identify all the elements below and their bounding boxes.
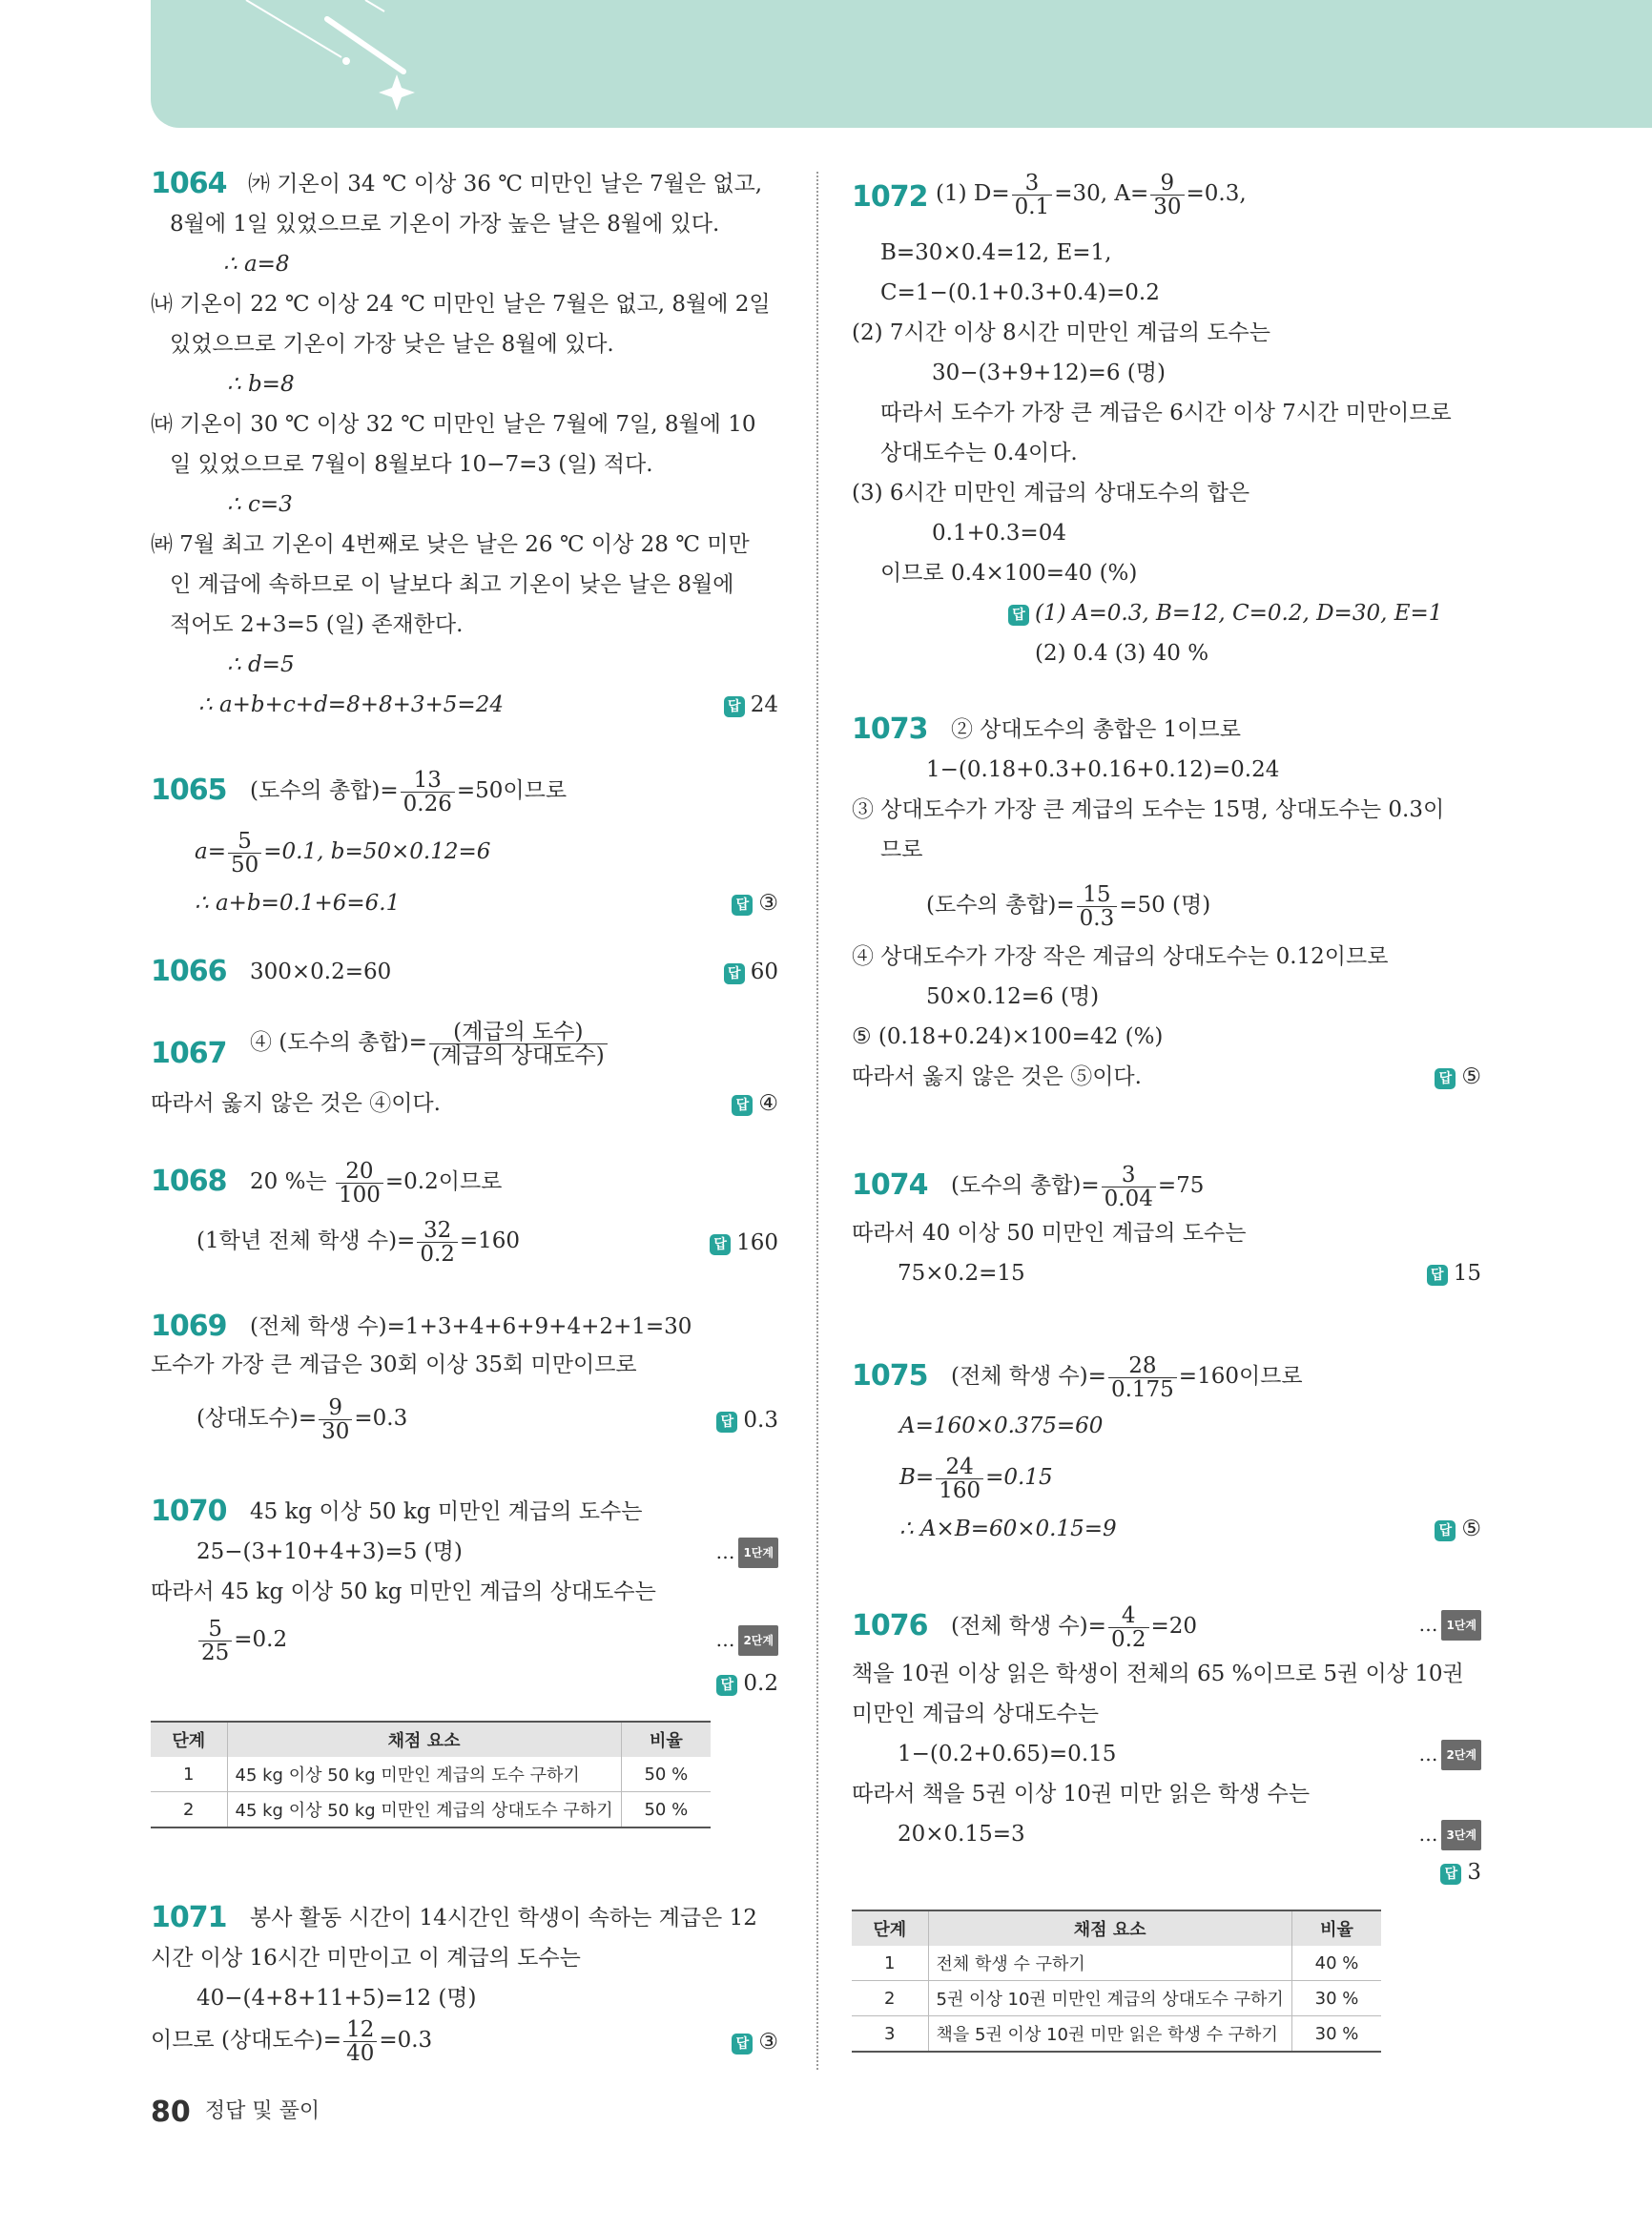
answer-badge-icon: 답 bbox=[724, 696, 745, 717]
solution-line: 25−(3+10+4+3)=5 (명) bbox=[196, 1539, 463, 1564]
solution-line: 시간 이상 16시간 미만이고 이 계급의 도수는 bbox=[151, 1946, 581, 1971]
solution-line: 따라서 도수가 가장 큰 계급은 6시간 이상 7시간 미만이므로 bbox=[880, 401, 1452, 425]
numerator: 12 bbox=[343, 2018, 377, 2042]
denominator: 50 bbox=[230, 852, 259, 878]
numerator: 20 bbox=[336, 1160, 383, 1184]
solution-line: ㈑ 7월 최고 기온이 4번째로 낮은 날은 26 ℃ 이상 28 ℃ 미만 bbox=[151, 532, 750, 557]
solution-line: 30−(3+9+12)=6 (명) bbox=[932, 361, 1166, 385]
solution-line: 따라서 옳지 않은 것은 ④이다. bbox=[151, 1091, 441, 1116]
solution-line: ② 상대도수의 총합은 1이므로 bbox=[951, 717, 1241, 742]
denominator: 30 bbox=[1153, 194, 1182, 219]
solution-line: 50×0.12=6 (명) bbox=[926, 984, 1100, 1009]
answer-badge-icon: 답 bbox=[732, 1095, 753, 1116]
solution-line: 300×0.2=60 bbox=[250, 960, 392, 984]
solution-line bbox=[250, 1158, 502, 1207]
answer bbox=[732, 1089, 778, 1118]
numerator: 5 bbox=[228, 830, 261, 854]
answer-value: 160 bbox=[736, 1230, 778, 1255]
problem-number: 1070 bbox=[151, 1495, 227, 1528]
solution-line: 미만인 계급의 상대도수는 bbox=[852, 1702, 1100, 1726]
text: =20 bbox=[1150, 1614, 1198, 1639]
numerator: 9 bbox=[1150, 172, 1184, 196]
dots: … bbox=[715, 1628, 735, 1651]
answer bbox=[1435, 1515, 1481, 1543]
problem-number: 1069 bbox=[151, 1310, 227, 1343]
answer-badge-icon: 답 bbox=[1435, 1520, 1456, 1541]
answer bbox=[732, 2028, 778, 2056]
denominator: 40 bbox=[346, 2040, 375, 2066]
solution-line: 일 있었으므로 7월이 8월보다 10−7=3 (일) 적다. bbox=[170, 452, 653, 477]
answer bbox=[716, 1669, 778, 1698]
fraction bbox=[228, 830, 261, 877]
text: =50이므로 bbox=[456, 778, 568, 803]
solution-line: C=1−(0.1+0.3+0.4)=0.2 bbox=[880, 280, 1160, 305]
solution-line: 8월에 1일 있었으므로 기온이 가장 높은 날은 8월에 있다. bbox=[170, 212, 720, 237]
stage-marker bbox=[1418, 1820, 1481, 1850]
problem-number: 1072 bbox=[852, 180, 928, 214]
problem-number: 1064 bbox=[151, 167, 227, 200]
denominator: 0.2 bbox=[420, 1241, 455, 1267]
numerator: 4 bbox=[1108, 1604, 1149, 1628]
stage-marker bbox=[1418, 1740, 1481, 1770]
solution-line bbox=[926, 881, 1210, 930]
stage-badge: 1단계 bbox=[1441, 1610, 1481, 1641]
table-cell: 45 kg 이상 50 kg 미만인 계급의 도수 구하기 bbox=[227, 1757, 621, 1792]
answer-value: (1) A=0.3, B=12, C=0.2, D=30, E=1 bbox=[1035, 601, 1443, 626]
fraction bbox=[343, 2018, 377, 2065]
fraction bbox=[1108, 1354, 1177, 1401]
text: =160 bbox=[459, 1229, 521, 1253]
text: (도수의 총합)= bbox=[250, 778, 399, 803]
solution-line bbox=[899, 1454, 1053, 1502]
text: =75 bbox=[1157, 1173, 1205, 1198]
solution-line: 따라서 옳지 않은 것은 ⑤이다. bbox=[852, 1064, 1142, 1089]
fraction bbox=[319, 1396, 352, 1443]
solution-line: 적어도 2+3=5 (일) 존재한다. bbox=[170, 612, 464, 637]
solution-line: ③ 상대도수가 가장 큰 계급의 도수는 15명, 상대도수는 0.3이 bbox=[852, 797, 1445, 822]
answer-value: 0.2 bbox=[743, 1671, 778, 1696]
denominator: 0.1 bbox=[1014, 194, 1050, 219]
answer-badge-icon: 답 bbox=[716, 1675, 737, 1696]
answer-value: ⑤ bbox=[1461, 1517, 1481, 1541]
numerator: (계급의 도수) bbox=[429, 1021, 608, 1044]
solution-line: 므로 bbox=[880, 837, 923, 862]
solution-line: A=160×0.375=60 bbox=[899, 1414, 1104, 1438]
text: (도수의 총합)= bbox=[951, 1173, 1100, 1198]
stage-badge: 2단계 bbox=[738, 1625, 778, 1656]
fraction bbox=[1108, 1604, 1149, 1651]
fraction bbox=[401, 769, 455, 816]
solution-line bbox=[195, 828, 490, 877]
solution-line bbox=[951, 1162, 1204, 1210]
column-header: 비율 bbox=[1291, 1910, 1381, 1946]
denominator: 160 bbox=[939, 1477, 981, 1503]
solution-line: ∴ b=8 bbox=[227, 372, 295, 397]
answer-badge-icon: 답 bbox=[1440, 1864, 1461, 1885]
solution-line: B=30×0.4=12, E=1, bbox=[880, 240, 1112, 265]
solution-line: ∴ a+b=0.1+6=6.1 bbox=[195, 891, 401, 916]
answer-value: 24 bbox=[750, 692, 778, 717]
fraction bbox=[198, 1618, 232, 1664]
solution-line: 도수가 가장 큰 계급은 30회 이상 35회 미만이므로 bbox=[151, 1352, 637, 1377]
solution-line bbox=[196, 1217, 520, 1266]
table-cell: 30 % bbox=[1291, 1981, 1381, 2016]
table-cell: 전체 학생 수 구하기 bbox=[928, 1946, 1291, 1981]
text: 이므로 (상대도수)= bbox=[151, 2028, 342, 2053]
table-row bbox=[151, 1792, 711, 1828]
table-header-row bbox=[852, 1910, 1381, 1946]
solution-line: 따라서 책을 5권 이상 10권 미만 읽은 학생 수는 bbox=[852, 1782, 1311, 1807]
solution-line bbox=[951, 1602, 1197, 1651]
table-row bbox=[852, 1981, 1381, 2016]
answer bbox=[732, 889, 778, 918]
numerator: 9 bbox=[319, 1396, 352, 1420]
solution-line: 45 kg 이상 50 kg 미만인 계급의 도수는 bbox=[250, 1499, 643, 1524]
solution-line: 이므로 0.4×100=40 (%) bbox=[880, 561, 1138, 586]
answer-badge-icon: 답 bbox=[732, 2034, 753, 2054]
problem-number: 1067 bbox=[151, 1037, 227, 1070]
answer bbox=[724, 958, 778, 986]
page-footer bbox=[151, 2095, 320, 2129]
table-cell: 1 bbox=[151, 1757, 227, 1792]
solution-line: ∴ a+b+c+d=8+8+3+5=24 bbox=[198, 692, 504, 717]
star-decoration-icon bbox=[151, 0, 1652, 128]
header-banner bbox=[151, 0, 1652, 128]
table-row bbox=[151, 1757, 711, 1792]
dots: … bbox=[1418, 1743, 1438, 1765]
table-cell: 50 % bbox=[621, 1757, 711, 1792]
text: =0.3 bbox=[379, 2028, 433, 2053]
stage-marker bbox=[715, 1625, 778, 1656]
answer bbox=[1440, 1858, 1481, 1887]
solution-line: ∴ c=3 bbox=[227, 492, 293, 517]
fraction bbox=[1150, 172, 1184, 218]
solution-line: 40−(4+8+11+5)=12 (명) bbox=[196, 1986, 477, 2011]
column-header: 비율 bbox=[621, 1722, 711, 1757]
answer-value: 3 bbox=[1467, 1860, 1481, 1885]
text: =30, A= bbox=[1054, 181, 1149, 206]
text: (1학년 전체 학생 수)= bbox=[196, 1229, 416, 1253]
problem-number: 1075 bbox=[852, 1359, 928, 1393]
stage-marker bbox=[715, 1538, 778, 1568]
page-number: 80 bbox=[151, 2096, 191, 2129]
text: a= bbox=[195, 839, 226, 864]
solution-line bbox=[196, 1394, 407, 1443]
problem-number: 1068 bbox=[151, 1165, 227, 1198]
solution-line: ∴ a=8 bbox=[223, 252, 290, 277]
solution-line: 75×0.2=15 bbox=[898, 1261, 1025, 1286]
solution-line: ㈎ 기온이 34 ℃ 이상 36 ℃ 미만인 날은 7월은 없고, bbox=[248, 172, 763, 196]
answer-value: 0.3 bbox=[743, 1408, 778, 1433]
solution-line: 20×0.15=3 bbox=[898, 1822, 1025, 1847]
answer-badge-icon: 답 bbox=[710, 1234, 731, 1255]
table-row bbox=[852, 1946, 1381, 1981]
text: (1) D= bbox=[936, 181, 1010, 206]
answer-value: ④ bbox=[758, 1091, 778, 1116]
fraction bbox=[417, 1219, 458, 1266]
answer-badge-icon: 답 bbox=[732, 895, 753, 916]
solution-line: (2) 7시간 이상 8시간 미만인 계급의 도수는 bbox=[852, 320, 1270, 345]
text: =0.3, bbox=[1186, 181, 1247, 206]
numerator: 3 bbox=[1102, 1164, 1156, 1187]
text: (전체 학생 수)= bbox=[951, 1614, 1106, 1639]
solution-line: 0.1+0.3=04 bbox=[932, 521, 1066, 546]
denominator: 0.175 bbox=[1110, 1376, 1174, 1402]
text: =0.1, b=50×0.12=6 bbox=[263, 839, 491, 864]
table-header-row bbox=[151, 1722, 711, 1757]
dots: … bbox=[715, 1540, 735, 1563]
text: =0.3 bbox=[354, 1406, 408, 1431]
denominator: 30 bbox=[321, 1418, 350, 1444]
fraction bbox=[429, 1021, 608, 1067]
column-divider bbox=[816, 172, 818, 2070]
solution-line: ㈏ 기온이 22 ℃ 이상 24 ℃ 미만인 날은 7월은 없고, 8월에 2일 bbox=[151, 292, 771, 317]
stage-badge: 3단계 bbox=[1441, 1820, 1481, 1850]
stage-badge: 2단계 bbox=[1441, 1740, 1481, 1770]
solution-line: 1−(0.2+0.65)=0.15 bbox=[898, 1742, 1117, 1766]
scoring-table bbox=[852, 1910, 1381, 2053]
text: 20 %는 bbox=[250, 1169, 334, 1194]
answer-badge-icon: 답 bbox=[716, 1412, 737, 1433]
table-cell: 2 bbox=[852, 1981, 928, 2016]
table-cell: 3 bbox=[852, 2016, 928, 2053]
answer-badge-icon: 답 bbox=[1008, 605, 1029, 626]
solution-line bbox=[250, 767, 567, 816]
solution-line: 봉사 활동 시간이 14시간인 학생이 속하는 계급은 12 bbox=[250, 1906, 757, 1931]
numerator: 32 bbox=[417, 1219, 458, 1243]
solution-line: 책을 10권 이상 읽은 학생이 전체의 65 %이므로 5권 이상 10권 bbox=[852, 1662, 1464, 1686]
fraction bbox=[1077, 883, 1118, 930]
problem-number: 1071 bbox=[151, 1901, 227, 1934]
table-cell: 책을 5권 이상 10권 미만 읽은 학생 수 구하기 bbox=[928, 2016, 1291, 2053]
text: =0.2 bbox=[234, 1627, 288, 1652]
text: ④ (도수의 총합)= bbox=[250, 1030, 427, 1055]
denominator: 0.26 bbox=[403, 791, 452, 816]
numerator: 28 bbox=[1108, 1354, 1177, 1378]
solution-line: (3) 6시간 미만인 계급의 상대도수의 합은 bbox=[852, 481, 1250, 506]
table-cell: 45 kg 이상 50 kg 미만인 계급의 상대도수 구하기 bbox=[227, 1792, 621, 1828]
denominator: 0.04 bbox=[1104, 1186, 1153, 1211]
answer bbox=[1008, 599, 1442, 628]
fraction bbox=[1012, 172, 1053, 218]
text: B= bbox=[899, 1465, 935, 1490]
fraction bbox=[336, 1160, 383, 1207]
problem-number: 1074 bbox=[852, 1168, 928, 1202]
dots: … bbox=[1418, 1613, 1438, 1636]
text: =0.15 bbox=[985, 1465, 1053, 1490]
dots: … bbox=[1418, 1823, 1438, 1846]
solution-line: ⑤ (0.18+0.24)×100=42 (%) bbox=[852, 1024, 1164, 1049]
column-header: 단계 bbox=[852, 1910, 928, 1946]
problem-number: 1066 bbox=[151, 955, 227, 988]
answer bbox=[724, 691, 778, 719]
numerator: 24 bbox=[936, 1456, 983, 1479]
footer-label: 정답 및 풀이 bbox=[204, 2099, 320, 2123]
answer bbox=[710, 1229, 778, 1257]
answer-value: ③ bbox=[758, 891, 778, 916]
solution-line: (전체 학생 수)=1+3+4+6+9+4+2+1=30 bbox=[250, 1314, 692, 1339]
text: (도수의 총합)= bbox=[926, 893, 1075, 918]
text: =50 (명) bbox=[1119, 893, 1211, 918]
answer-badge-icon: 답 bbox=[1435, 1068, 1456, 1089]
text: =0.2이므로 bbox=[384, 1169, 503, 1194]
solution-line: 따라서 40 이상 50 미만인 계급의 도수는 bbox=[852, 1221, 1247, 1246]
denominator: (계급의 상대도수) bbox=[431, 1043, 605, 1068]
answer-value: 60 bbox=[750, 960, 778, 984]
text: (전체 학생 수)= bbox=[951, 1364, 1106, 1389]
denominator: 25 bbox=[201, 1640, 230, 1665]
fraction bbox=[936, 1456, 983, 1502]
numerator: 5 bbox=[198, 1618, 232, 1642]
solution-line: 따라서 45 kg 이상 50 kg 미만인 계급의 상대도수는 bbox=[151, 1580, 656, 1604]
solution-line: 1−(0.18+0.3+0.16+0.12)=0.24 bbox=[926, 757, 1280, 782]
denominator: 0.2 bbox=[1110, 1626, 1146, 1652]
answer-value: ③ bbox=[758, 2030, 778, 2054]
table-cell: 40 % bbox=[1291, 1946, 1381, 1981]
answer-value: 15 bbox=[1453, 1261, 1481, 1286]
numerator: 13 bbox=[401, 769, 455, 793]
answer bbox=[1427, 1259, 1481, 1288]
problem-number: 1073 bbox=[852, 712, 928, 746]
column-header: 단계 bbox=[151, 1722, 227, 1757]
solution-line bbox=[936, 168, 1247, 219]
answer-value: ⑤ bbox=[1461, 1064, 1481, 1089]
stage-badge: 1단계 bbox=[738, 1538, 778, 1568]
table-cell: 50 % bbox=[621, 1792, 711, 1828]
denominator: 100 bbox=[338, 1182, 381, 1208]
column-header: 채점 요소 bbox=[928, 1910, 1291, 1946]
answer bbox=[1435, 1063, 1481, 1091]
text: =160이므로 bbox=[1178, 1364, 1303, 1389]
solution-line bbox=[951, 1352, 1303, 1401]
solution-line: ㈐ 기온이 30 ℃ 이상 32 ℃ 미만인 날은 7월에 7일, 8월에 10 bbox=[151, 412, 756, 437]
solution-line: ④ 상대도수가 가장 작은 계급의 상대도수는 0.12이므로 bbox=[852, 944, 1389, 969]
solution-line bbox=[196, 1616, 287, 1664]
stage-marker bbox=[1418, 1610, 1481, 1641]
table-row bbox=[852, 2016, 1381, 2053]
numerator: 15 bbox=[1077, 883, 1118, 907]
solution-line: ∴ A×B=60×0.15=9 bbox=[899, 1517, 1117, 1541]
solution-line: 있었으므로 기온이 가장 낮은 날은 8월에 있다. bbox=[170, 332, 614, 357]
problem-number: 1076 bbox=[852, 1609, 928, 1642]
table-cell: 1 bbox=[852, 1946, 928, 1981]
column-header: 채점 요소 bbox=[227, 1722, 621, 1757]
solution-line bbox=[151, 2016, 432, 2065]
numerator: 3 bbox=[1012, 172, 1053, 196]
answer-badge-icon: 답 bbox=[724, 963, 745, 984]
solution-line: ∴ d=5 bbox=[227, 652, 295, 677]
table-cell: 30 % bbox=[1291, 2016, 1381, 2053]
solution-line: 상대도수는 0.4이다. bbox=[880, 441, 1078, 465]
text: (상대도수)= bbox=[196, 1406, 318, 1431]
solution-line: 인 계급에 속하므로 이 날보다 최고 기온이 낮은 날은 8월에 bbox=[170, 572, 734, 597]
answer bbox=[716, 1406, 778, 1435]
denominator: 0.3 bbox=[1079, 905, 1115, 931]
scoring-table bbox=[151, 1721, 711, 1828]
solution-line bbox=[250, 1019, 609, 1067]
answer-line: (2) 0.4 (3) 40 % bbox=[1035, 641, 1209, 666]
answer-badge-icon: 답 bbox=[1427, 1265, 1448, 1286]
fraction bbox=[1102, 1164, 1156, 1210]
problem-number: 1065 bbox=[151, 774, 227, 807]
table-cell: 5권 이상 10권 미만인 계급의 상대도수 구하기 bbox=[928, 1981, 1291, 2016]
table-cell: 2 bbox=[151, 1792, 227, 1828]
